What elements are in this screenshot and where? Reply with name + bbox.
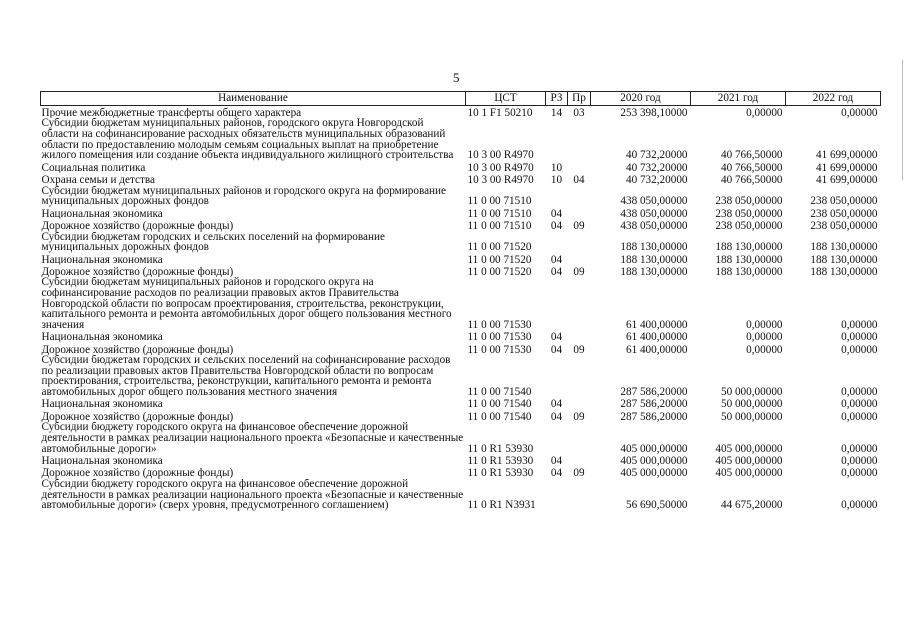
row-rz bbox=[546, 479, 568, 511]
row-cst: 11 0 00 71520 bbox=[467, 253, 532, 266]
row-2020: 438 050,00000 bbox=[620, 207, 688, 220]
row-2021: 0,00000 bbox=[746, 343, 783, 356]
header-2020: 2020 год bbox=[591, 92, 691, 106]
row-name: Национальная экономика bbox=[41, 331, 163, 343]
row-pr bbox=[568, 479, 591, 511]
row-rz: 04 bbox=[550, 207, 563, 220]
row-2021: 50 000,00000 bbox=[720, 410, 783, 423]
row-2020: 61 400,00000 bbox=[625, 343, 688, 356]
row-2022: 0,00000 bbox=[841, 318, 878, 331]
row-rz: 04 bbox=[550, 343, 563, 356]
row-rz: 04 bbox=[550, 454, 563, 467]
row-2020: 188 130,00000 bbox=[620, 265, 688, 278]
row-pr bbox=[568, 161, 591, 173]
row-cst: 11 0 R1 53930 bbox=[467, 467, 534, 479]
table-row bbox=[41, 265, 881, 277]
row-2021: 238 050,00000 bbox=[715, 219, 783, 232]
row-2022: 0,00000 bbox=[841, 398, 878, 410]
row-rz: 04 bbox=[550, 265, 563, 278]
table-row bbox=[41, 161, 881, 173]
header-cst: ЦСТ bbox=[466, 92, 546, 106]
row-2021: 50 000,00000 bbox=[720, 398, 783, 410]
row-cst: 11 0 R1 53930 bbox=[467, 442, 534, 455]
row-2022: 0,00000 bbox=[841, 442, 878, 455]
row-name: Субсидии бюджетам городских и сельских поселений на формирование муниципальных дорожных фондов bbox=[41, 231, 385, 253]
row-name: Субсидии бюджетам городских и сельских поселений на софинансирование расходов по реализации правовых актов Правительства Новгородской области по вопросам проектирования, строительства, реконструкции, капитального ремонта и ремонта автомобильных дорог общего пользования местного значения bbox=[41, 355, 451, 398]
row-pr bbox=[568, 422, 591, 454]
table-row bbox=[41, 398, 881, 410]
row-2020: 438 050,00000 bbox=[620, 195, 688, 207]
row-pr bbox=[568, 118, 591, 160]
header-2022: 2022 год bbox=[786, 92, 881, 106]
row-cst: 11 0 00 71530 bbox=[467, 343, 532, 356]
table-row bbox=[41, 467, 881, 479]
row-2022: 188 130,00000 bbox=[810, 241, 878, 253]
table-row bbox=[41, 410, 881, 422]
row-rz bbox=[546, 355, 568, 397]
row-pr bbox=[568, 454, 591, 466]
row-2020: 61 400,00000 bbox=[625, 331, 688, 343]
row-name: Национальная экономика bbox=[41, 253, 163, 266]
row-name: Национальная экономика bbox=[41, 454, 163, 467]
row-2022: 0,00000 bbox=[841, 106, 878, 119]
row-name: Национальная экономика bbox=[41, 398, 163, 410]
row-pr: 09 bbox=[573, 265, 585, 278]
row-name: Дорожное хозяйство (дорожные фонды) bbox=[41, 410, 234, 423]
row-2021: 40 766,50000 bbox=[720, 149, 783, 161]
row-pr: 03 bbox=[573, 106, 585, 119]
row-2020: 188 130,00000 bbox=[620, 253, 688, 266]
row-2020: 438 050,00000 bbox=[620, 219, 688, 232]
row-2022: 0,00000 bbox=[841, 499, 878, 511]
row-2021: 40 766,50000 bbox=[720, 161, 783, 174]
row-cst: 11 0 00 71530 bbox=[467, 318, 532, 331]
row-name: Дорожное хозяйство (дорожные фонды) bbox=[41, 343, 234, 356]
budget-table-container bbox=[40, 91, 880, 511]
row-2022: 238 050,00000 bbox=[810, 207, 878, 220]
row-2020: 405 000,00000 bbox=[620, 454, 688, 467]
row-2020: 253 398,10000 bbox=[620, 106, 688, 119]
row-rz: 14 bbox=[550, 106, 563, 119]
row-2020: 40 732,20000 bbox=[625, 161, 688, 174]
row-2022: 0,00000 bbox=[841, 410, 878, 423]
table-row bbox=[41, 277, 881, 330]
row-2020: 287 586,20000 bbox=[620, 410, 688, 423]
row-rz bbox=[546, 186, 568, 207]
row-2022: 188 130,00000 bbox=[810, 265, 878, 278]
row-2020: 40 732,20000 bbox=[625, 173, 688, 186]
row-name: Субсидии бюджетам муниципальных районов, городского округа Новгородской области на софинансирование расходных обязательств муниципальных образований области по предоставлению молодым семьям социальных выплат на приобретение жилого помещения или создание объекта индивидуального жилищного строительства bbox=[41, 118, 454, 161]
row-rz: 04 bbox=[550, 219, 563, 232]
row-pr bbox=[568, 253, 591, 265]
table-header-row bbox=[41, 92, 881, 106]
row-pr: 09 bbox=[573, 219, 585, 232]
row-pr: 09 bbox=[573, 343, 585, 356]
row-2020: 287 586,20000 bbox=[620, 398, 688, 410]
row-2022: 0,00000 bbox=[841, 467, 878, 479]
row-2021: 44 675,20000 bbox=[720, 499, 783, 511]
row-name: Субсидии бюджету городского округа на финансовое обеспечение дорожной деятельности в рамках реализации национального проекта «Безопасные и качественные автомобильные дороги» bbox=[41, 422, 464, 455]
row-2021: 238 050,00000 bbox=[715, 195, 783, 207]
row-2022: 0,00000 bbox=[841, 343, 878, 356]
row-2020: 405 000,00000 bbox=[620, 442, 688, 455]
row-rz: 04 bbox=[550, 467, 563, 479]
row-2021: 188 130,00000 bbox=[715, 253, 783, 266]
row-pr bbox=[568, 330, 591, 342]
row-2020: 405 000,00000 bbox=[620, 467, 688, 479]
row-cst: 10 3 00 R4970 bbox=[467, 149, 534, 161]
table-row bbox=[41, 186, 881, 207]
row-cst: 11 0 00 71510 bbox=[467, 195, 532, 207]
row-cst: 11 0 00 71540 bbox=[467, 398, 532, 410]
row-rz: 04 bbox=[550, 253, 563, 266]
row-2022: 0,00000 bbox=[841, 331, 878, 343]
row-pr: 09 bbox=[573, 410, 585, 423]
row-rz: 10 bbox=[550, 161, 563, 174]
row-2021: 40 766,50000 bbox=[720, 173, 783, 186]
row-name: Прочие межбюджетные трансферты общего характера bbox=[41, 106, 302, 119]
row-2021: 0,00000 bbox=[746, 318, 783, 331]
header-2021: 2021 год bbox=[691, 92, 786, 106]
row-name: Субсидии бюджету городского округа на финансовое обеспечение дорожной деятельности в рамках реализации национального проекта «Безопасные и качественные автомобильные дороги» (сверх уровня, предусмотренного соглашением) bbox=[41, 478, 464, 511]
row-name: Дорожное хозяйство (дорожные фонды) bbox=[41, 219, 234, 232]
header-pr: Пр bbox=[568, 92, 591, 106]
row-2020: 61 400,00000 bbox=[625, 318, 688, 331]
row-2022: 41 699,00000 bbox=[815, 173, 878, 186]
row-pr bbox=[568, 398, 591, 410]
table-row bbox=[41, 232, 881, 253]
row-cst: 11 0 R1 N3931 bbox=[467, 499, 536, 511]
row-pr: 09 bbox=[573, 467, 585, 479]
row-cst: 11 0 00 71520 bbox=[467, 241, 532, 253]
table-row bbox=[41, 118, 881, 160]
row-2020: 40 732,20000 bbox=[625, 149, 688, 161]
row-2022: 188 130,00000 bbox=[810, 253, 878, 266]
row-cst: 11 0 00 71540 bbox=[467, 386, 532, 398]
row-cst: 11 0 00 71530 bbox=[467, 331, 532, 343]
row-rz: 04 bbox=[550, 331, 563, 343]
page-number: 5 bbox=[453, 70, 460, 85]
row-name: Социальная политика bbox=[41, 161, 146, 174]
row-pr bbox=[568, 277, 591, 330]
row-2020: 56 690,50000 bbox=[625, 499, 688, 511]
table-row bbox=[41, 479, 881, 511]
row-name: Дорожное хозяйство (дорожные фонды) bbox=[41, 265, 234, 278]
table-row bbox=[41, 253, 881, 265]
table-row bbox=[41, 207, 881, 219]
row-pr bbox=[568, 207, 591, 219]
header-name: Наименование bbox=[41, 92, 466, 106]
row-cst: 11 0 00 71520 bbox=[467, 265, 532, 278]
row-rz: 04 bbox=[550, 398, 563, 410]
row-cst: 10 1 F1 50210 bbox=[467, 106, 533, 119]
row-2022: 238 050,00000 bbox=[810, 219, 878, 232]
row-name: Субсидии бюджетам муниципальных районов и городского округа на софинансирование расходов по реализации правовых актов Правительства Новгородской области по вопросам проектирования, строительства, реконструкции, капитального ремонта и ремонта автомобильных дорог общего пользования местного значения bbox=[41, 277, 452, 331]
row-name: Охрана семьи и детства bbox=[41, 173, 155, 186]
table-row bbox=[41, 422, 881, 454]
row-cst: 11 0 00 71510 bbox=[467, 219, 532, 232]
row-2021: 0,00000 bbox=[746, 106, 783, 119]
table-row bbox=[41, 173, 881, 185]
table-row bbox=[41, 330, 881, 342]
row-rz: 04 bbox=[550, 410, 563, 423]
row-cst: 10 3 00 R4970 bbox=[467, 161, 534, 174]
table-row bbox=[41, 343, 881, 355]
header-rz: РЗ bbox=[546, 92, 568, 106]
row-rz bbox=[546, 118, 568, 160]
scan-edge-mark bbox=[902, 60, 903, 180]
row-name: Субсидии бюджетам муниципальных районов и городского округа на формирование муниципальных дорожных фондов bbox=[41, 185, 446, 207]
row-name: Национальная экономика bbox=[41, 207, 163, 220]
row-2021: 405 000,00000 bbox=[715, 442, 783, 455]
row-pr bbox=[568, 232, 591, 253]
row-cst: 11 0 R1 53930 bbox=[467, 454, 534, 467]
row-rz bbox=[546, 422, 568, 454]
table-row bbox=[41, 454, 881, 466]
row-name: Дорожное хозяйство (дорожные фонды) bbox=[41, 467, 234, 479]
row-rz bbox=[546, 232, 568, 253]
row-pr: 04 bbox=[573, 173, 585, 186]
row-2022: 238 050,00000 bbox=[810, 195, 878, 207]
row-2020: 188 130,00000 bbox=[620, 241, 688, 253]
row-2021: 238 050,00000 bbox=[715, 207, 783, 220]
row-2020: 287 586,20000 bbox=[620, 386, 688, 398]
row-2021: 188 130,00000 bbox=[715, 265, 783, 278]
table-row bbox=[41, 106, 881, 119]
table-row bbox=[41, 355, 881, 397]
row-2021: 405 000,00000 bbox=[715, 454, 783, 467]
row-2021: 188 130,00000 bbox=[715, 241, 783, 253]
row-2021: 50 000,00000 bbox=[720, 386, 783, 398]
row-pr bbox=[568, 355, 591, 397]
row-2021: 405 000,00000 bbox=[715, 467, 783, 479]
row-2021: 0,00000 bbox=[746, 331, 783, 343]
row-cst: 11 0 00 71510 bbox=[467, 207, 532, 220]
row-2022: 0,00000 bbox=[841, 386, 878, 398]
row-pr bbox=[568, 186, 591, 207]
row-rz: 10 bbox=[550, 173, 563, 186]
row-rz bbox=[546, 277, 568, 330]
row-cst: 10 3 00 R4970 bbox=[467, 173, 534, 186]
row-2022: 41 699,00000 bbox=[815, 161, 878, 174]
budget-table bbox=[40, 91, 881, 511]
table-row bbox=[41, 219, 881, 231]
row-cst: 11 0 00 71540 bbox=[467, 410, 532, 423]
row-2022: 41 699,00000 bbox=[815, 149, 878, 161]
row-2022: 0,00000 bbox=[841, 454, 878, 467]
